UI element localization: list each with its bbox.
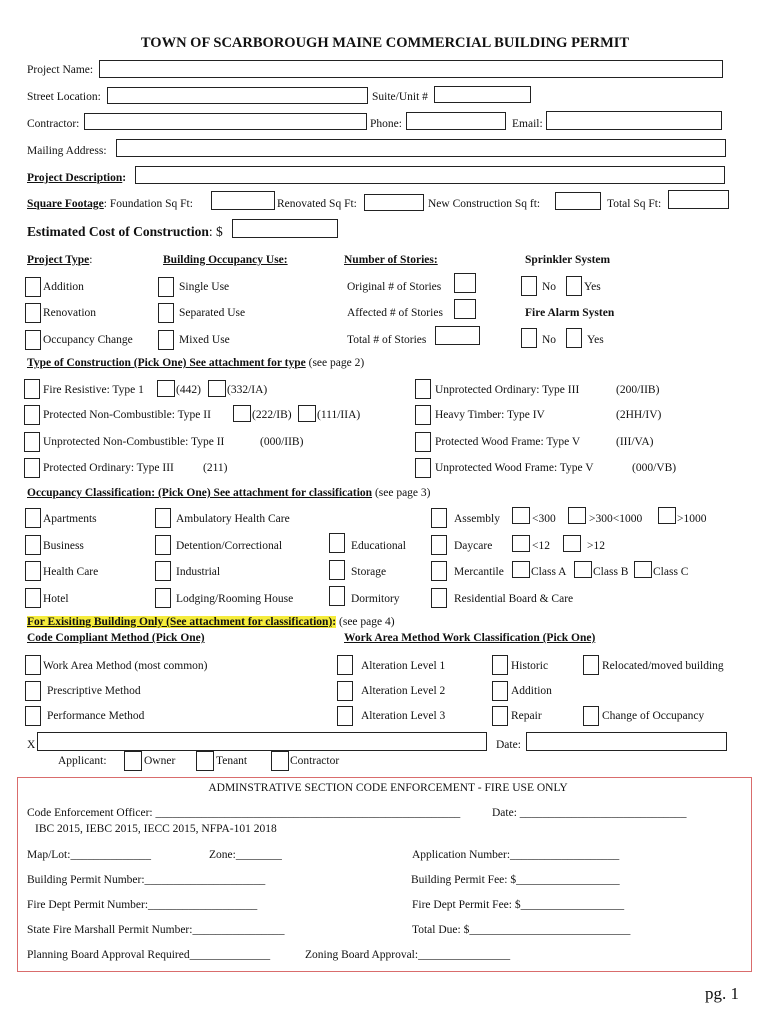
mixed-use-checkbox[interactable] xyxy=(158,330,174,350)
email-field[interactable] xyxy=(546,111,722,130)
occupancy-change-label: Occupancy Change xyxy=(43,334,133,346)
unc-000-label: (000/IIB) xyxy=(260,436,304,448)
date-field[interactable] xyxy=(526,732,727,751)
class-c-checkbox[interactable] xyxy=(634,561,652,578)
prescriptive-method-label: Prescriptive Method xyxy=(47,685,141,697)
occupancy-change-checkbox[interactable] xyxy=(25,330,41,350)
fire-resistive-checkbox[interactable] xyxy=(24,379,40,399)
phone-label: Phone: xyxy=(370,118,402,130)
pnc-111-label: (111/IIA) xyxy=(317,409,361,421)
application-number-line: Application Number:___________________ xyxy=(412,849,620,861)
protected-wood-checkbox[interactable] xyxy=(415,432,431,452)
tenant-label: Tenant xyxy=(216,755,248,767)
code-editions: IBC 2015, IEBC 2015, IECC 2015, NFPA-101 2018 xyxy=(35,823,277,835)
fire-alarm-no-label: No xyxy=(542,334,557,346)
class-c-label: Class C xyxy=(653,566,689,578)
daycare-12b-label: >12 xyxy=(587,540,605,552)
class-b-label: Class B xyxy=(593,566,629,578)
ambulatory-label: Ambulatory Health Care xyxy=(176,513,290,525)
apartments-label: Apartments xyxy=(43,513,97,525)
mercantile-label: Mercantile xyxy=(454,566,504,578)
estimated-cost-field[interactable] xyxy=(232,219,338,238)
occupancy-heading: Occupancy Classification: (Pick One) See attachment for classification (see page 3) xyxy=(27,487,431,499)
separated-use-checkbox[interactable] xyxy=(158,303,174,323)
officer-date-line: Date: _____________________________ xyxy=(492,807,687,819)
contractor-applicant-label: Contractor xyxy=(290,755,340,767)
assembly-1000-checkbox[interactable] xyxy=(658,507,676,524)
storage-label: Storage xyxy=(351,566,387,578)
street-location-label: Street Location: xyxy=(27,91,101,103)
unprotected-wood-label: Unprotected Wood Frame: Type V xyxy=(435,462,594,474)
work-area-method-label: Work Area Method (most common) xyxy=(43,660,208,672)
project-type-heading: Project Type: xyxy=(27,254,93,266)
detention-label: Detention/Correctional xyxy=(176,540,283,552)
alteration-1-checkbox[interactable] xyxy=(337,655,353,675)
prescriptive-method-checkbox[interactable] xyxy=(25,681,41,701)
protected-ord-checkbox[interactable] xyxy=(24,458,40,478)
stories-heading: Number of Stories: xyxy=(344,254,438,266)
historic-label: Historic xyxy=(511,660,549,672)
suite-unit-field[interactable] xyxy=(434,86,531,103)
owner-label: Owner xyxy=(144,755,176,767)
fire-alarm-no-checkbox[interactable] xyxy=(521,328,537,348)
assembly-300-checkbox[interactable] xyxy=(512,507,530,524)
historic-checkbox[interactable] xyxy=(492,655,508,675)
state-fire-marshall-line: State Fire Marshall Permit Number:________________ xyxy=(27,924,285,936)
lodging-checkbox[interactable] xyxy=(155,588,171,608)
hotel-checkbox[interactable] xyxy=(25,588,41,608)
pnc-222-label: (222/IB) xyxy=(252,409,292,421)
affected-stories-field[interactable] xyxy=(454,299,476,319)
single-use-checkbox[interactable] xyxy=(158,277,174,297)
business-label: Business xyxy=(43,540,84,552)
existing-heading: For Exisiting Building Only (See attachment for classification): (see page 4) xyxy=(27,616,395,628)
daycare-label: Daycare xyxy=(454,540,493,552)
street-location-field[interactable] xyxy=(107,87,368,104)
occupancy-use-heading: Building Occupancy Use: xyxy=(163,254,288,266)
po-211-label: (211) xyxy=(203,462,228,474)
mailing-address-field[interactable] xyxy=(116,139,726,157)
uw-code-label: (000/VB) xyxy=(632,462,677,474)
page-number: pg. 1 xyxy=(705,984,739,1003)
unprotected-ord-label: Unprotected Ordinary: Type III xyxy=(435,384,580,396)
renovation-checkbox[interactable] xyxy=(25,303,41,323)
project-description-field[interactable] xyxy=(135,166,725,184)
single-use-label: Single Use xyxy=(179,281,230,293)
original-stories-field[interactable] xyxy=(454,273,476,293)
unprotected-ord-checkbox[interactable] xyxy=(415,379,431,399)
protected-nc-label: Protected Non-Combustible: Type II xyxy=(43,409,211,421)
project-description-label: Project Description: xyxy=(27,172,127,184)
new-construction-field[interactable] xyxy=(555,192,601,210)
project-name-field[interactable] xyxy=(99,60,723,78)
fr-442-checkbox[interactable] xyxy=(157,380,175,397)
new-construction-label: New Construction Sq ft: xyxy=(428,198,541,210)
renovated-label: Renovated Sq Ft: xyxy=(277,198,357,210)
dormitory-label: Dormitory xyxy=(351,593,400,605)
residential-label: Residential Board & Care xyxy=(454,593,574,605)
alteration-3-checkbox[interactable] xyxy=(337,706,353,726)
work-area-class-heading: Work Area Method Work Classification (Pick One) xyxy=(344,632,596,644)
building-permit-number-line: Building Permit Number:_____________________ xyxy=(27,874,266,886)
applicant-label: Applicant: xyxy=(58,755,107,767)
heavy-timber-checkbox[interactable] xyxy=(415,405,431,425)
class-b-checkbox[interactable] xyxy=(574,561,592,578)
unprotected-nc-label: Unprotected Non-Combustible: Type II xyxy=(43,436,225,448)
tenant-checkbox[interactable] xyxy=(196,751,214,771)
maplot-line: Map/Lot:______________ xyxy=(27,849,151,861)
addition-checkbox[interactable] xyxy=(25,277,41,297)
contractor-label: Contractor: xyxy=(27,118,80,130)
daycare-12b-checkbox[interactable] xyxy=(563,535,581,552)
assembly-300-label: <300 xyxy=(532,513,556,525)
contractor-field[interactable] xyxy=(84,113,367,130)
fire-resistive-label: Fire Resistive: Type 1 xyxy=(43,384,144,396)
renovated-field[interactable] xyxy=(364,194,424,211)
suite-unit-label: Suite/Unit # xyxy=(372,91,428,103)
relocated-label: Relocated/moved building xyxy=(602,660,724,672)
phone-field[interactable] xyxy=(406,112,506,130)
fr-332-checkbox[interactable] xyxy=(208,380,226,397)
change-occupancy-label: Change of Occupancy xyxy=(602,710,705,722)
health-care-checkbox[interactable] xyxy=(25,561,41,581)
signature-field[interactable] xyxy=(37,732,487,751)
alteration-2-label: Alteration Level 2 xyxy=(361,685,446,697)
fire-alarm-yes-label: Yes xyxy=(587,334,604,346)
pnc-222-checkbox[interactable] xyxy=(233,405,251,422)
fire-dept-permit-fee-line: Fire Dept Permit Fee: $__________________ xyxy=(412,899,625,911)
zoning-board-line: Zoning Board Approval:________________ xyxy=(305,949,511,961)
original-stories-label: Original # of Stories xyxy=(347,281,442,293)
assembly-label: Assembly xyxy=(454,513,500,525)
heavy-timber-label: Heavy Timber: Type IV xyxy=(435,409,545,421)
total-stories-field[interactable] xyxy=(435,326,480,345)
educational-label: Educational xyxy=(351,540,406,552)
planning-board-line: Planning Board Approval Required______________ xyxy=(27,949,271,961)
storage-checkbox[interactable] xyxy=(329,560,345,580)
addition-work-checkbox[interactable] xyxy=(492,681,508,701)
change-occupancy-checkbox[interactable] xyxy=(583,706,599,726)
protected-nc-checkbox[interactable] xyxy=(24,405,40,425)
hotel-label: Hotel xyxy=(43,593,69,605)
sprinkler-no-checkbox[interactable] xyxy=(521,276,537,296)
total-sqft-label: Total Sq Ft: xyxy=(607,198,662,210)
email-label: Email: xyxy=(512,118,543,130)
sprinkler-heading: Sprinkler System xyxy=(525,254,611,266)
class-a-label: Class A xyxy=(531,566,567,578)
protected-ord-label: Protected Ordinary: Type III xyxy=(43,462,174,474)
repair-checkbox[interactable] xyxy=(492,706,508,726)
assembly-1000-label: >1000 xyxy=(677,513,707,525)
sprinkler-yes-label: Yes xyxy=(584,281,601,293)
assembly-checkbox[interactable] xyxy=(431,508,447,528)
daycare-checkbox[interactable] xyxy=(431,535,447,555)
unprotected-wood-checkbox[interactable] xyxy=(415,458,431,478)
lodging-label: Lodging/Rooming House xyxy=(176,593,294,605)
daycare-12a-label: <12 xyxy=(532,540,550,552)
building-permit-fee-line: Building Permit Fee: $__________________ xyxy=(411,874,620,886)
admin-heading: ADMINSTRATIVE SECTION CODE ENFORCEMENT - FIRE USE ONLY xyxy=(208,782,568,794)
pw-code-label: (III/VA) xyxy=(616,436,654,448)
sprinkler-no-label: No xyxy=(542,281,557,293)
owner-checkbox[interactable] xyxy=(124,751,142,771)
affected-stories-label: Affected # of Stories xyxy=(347,307,443,319)
fire-dept-permit-number-line: Fire Dept Permit Number:___________________ xyxy=(27,899,258,911)
relocated-checkbox[interactable] xyxy=(583,655,599,675)
alteration-3-label: Alteration Level 3 xyxy=(361,710,446,722)
ht-code-label: (2HH/IV) xyxy=(616,409,662,421)
fire-alarm-heading: Fire Alarm Systen xyxy=(525,307,615,319)
assembly-300-1000-checkbox[interactable] xyxy=(568,507,586,524)
ambulatory-checkbox[interactable] xyxy=(155,508,171,528)
detention-checkbox[interactable] xyxy=(155,535,171,555)
total-sqft-field[interactable] xyxy=(668,190,729,209)
construction-heading: Type of Construction (Pick One) See attachment for type (see page 2) xyxy=(27,357,365,369)
date-label: Date: xyxy=(496,739,521,751)
foundation-field[interactable] xyxy=(211,191,275,210)
sprinkler-yes-checkbox[interactable] xyxy=(566,276,582,296)
daycare-12a-checkbox[interactable] xyxy=(512,535,530,552)
class-a-checkbox[interactable] xyxy=(512,561,530,578)
code-compliant-heading: Code Compliant Method (Pick One) xyxy=(27,632,205,644)
signature-x: X xyxy=(27,739,36,751)
officer-line: Code Enforcement Officer: _____________________________________________________ xyxy=(27,807,461,819)
mixed-use-label: Mixed Use xyxy=(179,334,230,346)
page-title: TOWN OF SCARBOROUGH MAINE COMMERCIAL BUILDING PERMIT xyxy=(140,35,630,51)
renovation-label: Renovation xyxy=(43,307,97,319)
mailing-address-label: Mailing Address: xyxy=(27,145,107,157)
work-area-method-checkbox[interactable] xyxy=(25,655,41,675)
performance-method-label: Performance Method xyxy=(47,710,145,722)
performance-method-checkbox[interactable] xyxy=(25,706,41,726)
mercantile-checkbox[interactable] xyxy=(431,561,447,581)
zone-line: Zone:________ xyxy=(209,849,282,861)
addition-work-label: Addition xyxy=(511,685,552,697)
square-footage-label: Square Footage: Foundation Sq Ft: xyxy=(27,198,193,210)
educational-checkbox[interactable] xyxy=(329,533,345,553)
health-care-label: Health Care xyxy=(43,566,99,578)
project-name-label: Project Name: xyxy=(27,64,94,76)
apartments-checkbox[interactable] xyxy=(25,508,41,528)
dormitory-checkbox[interactable] xyxy=(329,586,345,606)
fire-alarm-yes-checkbox[interactable] xyxy=(566,328,582,348)
residential-checkbox[interactable] xyxy=(431,588,447,608)
assembly-300-1000-label: >300<1000 xyxy=(589,513,643,525)
uo-code-label: (200/IIB) xyxy=(616,384,660,396)
industrial-checkbox[interactable] xyxy=(155,561,171,581)
total-stories-label: Total # of Stories xyxy=(347,334,427,346)
business-checkbox[interactable] xyxy=(25,535,41,555)
estimated-cost-label: Estimated Cost of Construction: $ xyxy=(27,224,223,239)
contractor-checkbox[interactable] xyxy=(271,751,289,771)
protected-wood-label: Protected Wood Frame: Type V xyxy=(435,436,581,448)
addition-label: Addition xyxy=(43,281,84,293)
separated-use-label: Separated Use xyxy=(179,307,246,319)
total-due-line: Total Due: $____________________________ xyxy=(412,924,631,936)
alteration-1-label: Alteration Level 1 xyxy=(361,660,446,672)
pnc-111-checkbox[interactable] xyxy=(298,405,316,422)
fr-332-label: (332/IA) xyxy=(227,384,268,396)
unprotected-nc-checkbox[interactable] xyxy=(24,432,40,452)
industrial-label: Industrial xyxy=(176,566,221,578)
repair-label: Repair xyxy=(511,710,542,722)
fr-442-label: (442) xyxy=(176,384,201,396)
alteration-2-checkbox[interactable] xyxy=(337,681,353,701)
